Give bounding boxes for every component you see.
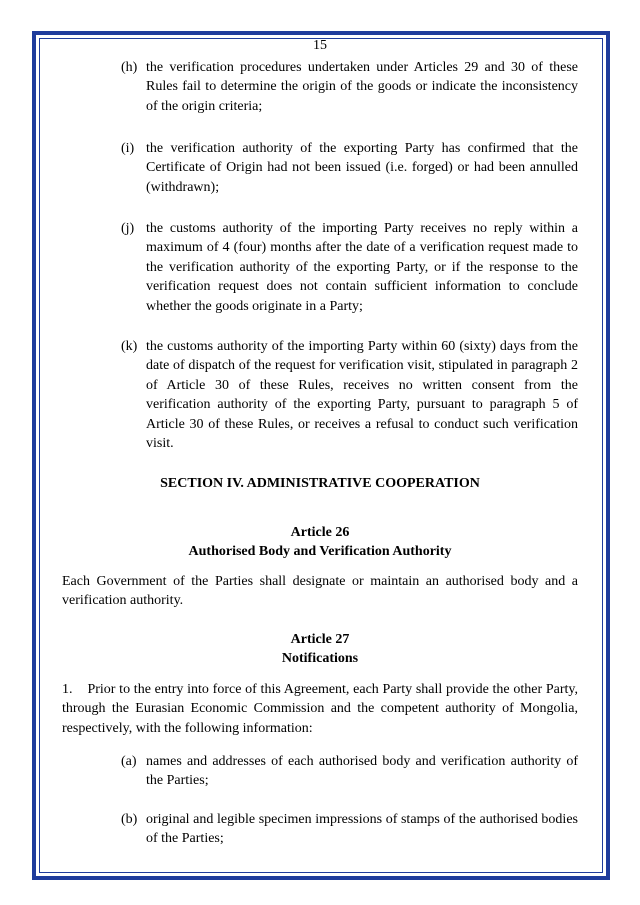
- list-item-text: original and legible specimen impressions of stamps of the authorised bodies of the Parties;: [146, 812, 578, 847]
- article-27-title: Notifications: [281, 651, 359, 666]
- article-27-paragraph-1: 1. Prior to the entry into force of this Agreement, each Party shall provide the other Party, through the Eurasian Economic Commission and the competent authority of Mongolia, respectively, with the following information:: [62, 682, 578, 736]
- list-item-text: the customs authority of the importing Party receives no reply within a maximum of 4 (four) months after the date of a verification request made to the verification authority of the exporting Party, or if the response to the verification request does not contain sufficient information to conclude whether the goods originate in a Party;: [146, 221, 578, 314]
- list-item-label: (h): [121, 60, 138, 75]
- list-item-label: (k): [121, 339, 138, 354]
- list-item-label: (j): [121, 221, 135, 236]
- article-26-title: Authorised Body and Verification Authority: [188, 544, 452, 559]
- list-item-b: [121, 810, 578, 849]
- article-27-number: Article 27: [290, 632, 350, 647]
- list-item-label: (i): [121, 141, 135, 156]
- page-number: 15: [313, 38, 327, 53]
- list-item-i: [121, 139, 578, 197]
- list-item-a: [121, 752, 578, 791]
- list-item-text: names and addresses of each authorised body and verification authority of the Parties;: [146, 754, 578, 789]
- list-item-label: (b): [121, 812, 138, 827]
- section-title: SECTION IV. ADMINISTRATIVE COOPERATION: [160, 476, 480, 491]
- list-item-text: the customs authority of the importing Party within 60 (sixty) days from the date of dispatch of the request for verification visit, stipulated in paragraph 2 of Article 30 of these Rules, receives no written consent from the verification authority of the exporting Party, pursuant to paragraph 5 of Article 30 of these Rules, or receives a refusal to conduct such verification visit.: [146, 339, 578, 452]
- article-26-text: Each Government of the Parties shall designate or maintain an authorised body and a verification authority.: [62, 574, 578, 609]
- list-item-h: [121, 58, 578, 116]
- list-item-j: [121, 219, 578, 316]
- list-item-k: [121, 337, 578, 453]
- list-item-text: the verification procedures undertaken under Articles 29 and 30 of these Rules fail to determine the origin of the goods or indicate the inconsistency of the origin criteria;: [146, 60, 578, 114]
- list-item-text: the verification authority of the exporting Party has confirmed that the Certificate of Origin had not been issued (i.e. forged) or had been annulled (withdrawn);: [146, 141, 578, 195]
- article-26-number: Article 26: [290, 525, 350, 540]
- list-item-label: (a): [121, 754, 137, 769]
